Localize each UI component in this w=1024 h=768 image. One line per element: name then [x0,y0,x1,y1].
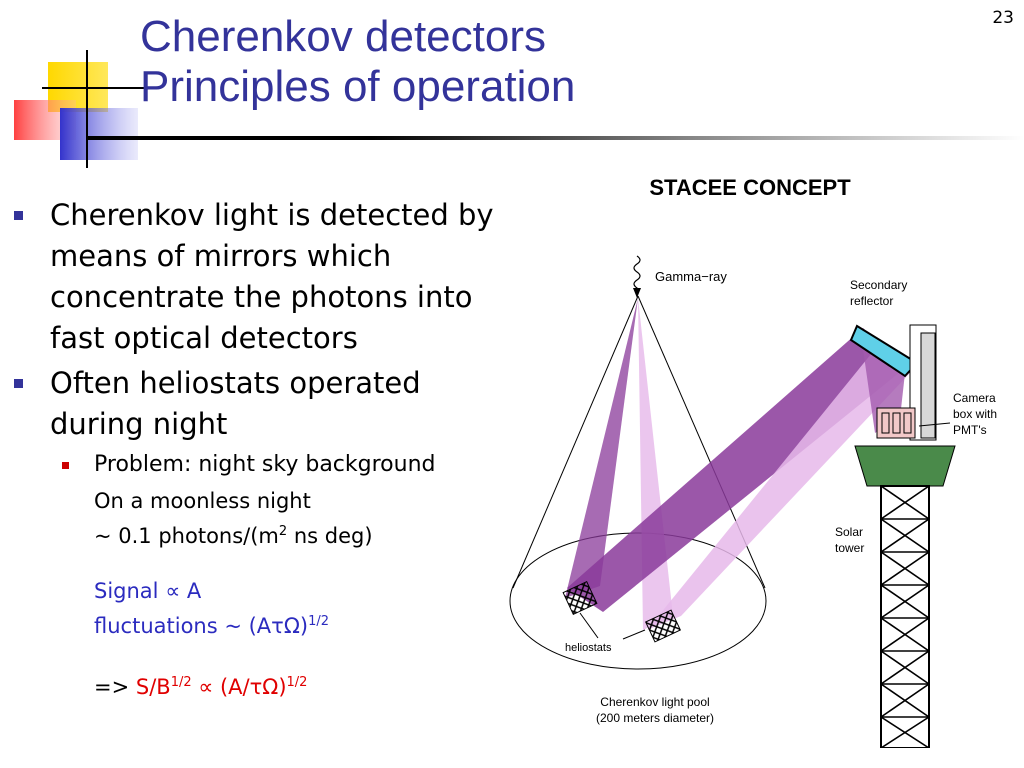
label-camera-3: PMT's [953,423,987,437]
fluct-close: ) [299,614,309,638]
photons-line [12,521,522,551]
gamma-ray-squiggle [634,256,640,292]
result-arrow: => [94,675,136,699]
result-sb-sup: 1/2 [170,675,192,690]
stacee-diagram [505,168,1024,748]
sub-bullet-item [12,449,522,481]
signal-label: Signal [94,579,166,603]
photons-suffix: ns deg) [287,524,373,548]
diagram-title: STACEE CONCEPT [649,175,851,200]
result-prop: ∝ [191,675,220,699]
signal-tail: A [180,579,202,603]
moonless-line: On a moonless night [94,489,311,513]
bullet-square-icon [14,379,23,388]
label-secondary-2: reflector [850,294,894,308]
reflector-support-inner [921,333,935,438]
label-solar-2: tower [835,541,865,555]
gamma-ray-arrowhead [633,288,641,298]
bullet-square-icon [14,211,23,220]
tower-platform [855,446,955,486]
heliostat-pointer-1 [580,613,598,638]
label-gamma-ray: Gamma−ray [655,269,727,284]
label-camera-1: Camera [953,391,996,405]
title-line-2: Principles of operation [140,62,576,111]
solar-tower-lattice [881,486,929,748]
light-ray-right [638,298,673,630]
bullet-item [12,195,522,359]
fluct-tau-omega: τΩ [271,614,300,638]
fluctuations-line [12,611,522,641]
fluct-sup: 1/2 [308,614,329,629]
bullet-text-heliostats: Often heliostats operated during night [50,366,421,441]
photons-sup: 2 [278,524,288,539]
label-heliostats: heliostats [565,642,612,654]
result-paren: (A/ [219,675,250,699]
label-secondary-1: Secondary [850,278,908,292]
title-divider [88,136,1024,140]
decorative-logo [0,50,150,170]
result-tau-omega: τΩ [249,675,279,699]
bullet-item [12,363,522,445]
result-close: ) [278,675,287,699]
proportional-symbol: ∝ [165,579,181,603]
heliostat-pointer-2 [623,630,645,639]
slide-title [140,12,575,112]
label-solar-1: Solar [835,525,864,539]
slide-number: 23 [992,8,1014,28]
title-line-1: Cherenkov detectors [140,12,546,61]
label-pool-line1: Cherenkov light pool [600,695,710,709]
label-camera-2: box with [953,407,998,421]
reflected-beam-left [567,328,905,612]
bullet-text-mirrors: Cherenkov light is detected by means of mirrors which concentrate the photons into fast optical detectors [50,198,494,355]
photons-prefix: ~ 0.1 photons/(m [94,524,279,548]
result-sb: S/B [135,675,171,699]
fluct-label: fluctuations ~ (A [94,614,272,638]
sub-bullet-text: Problem: night sky background [94,452,436,477]
bullet-list [12,195,522,702]
label-pool-line2: (200 meters diameter) [595,711,715,725]
result-sup: 1/2 [286,675,308,690]
sub-bullet-square-icon [62,462,69,469]
result-line [12,672,522,702]
signal-line [12,576,522,606]
